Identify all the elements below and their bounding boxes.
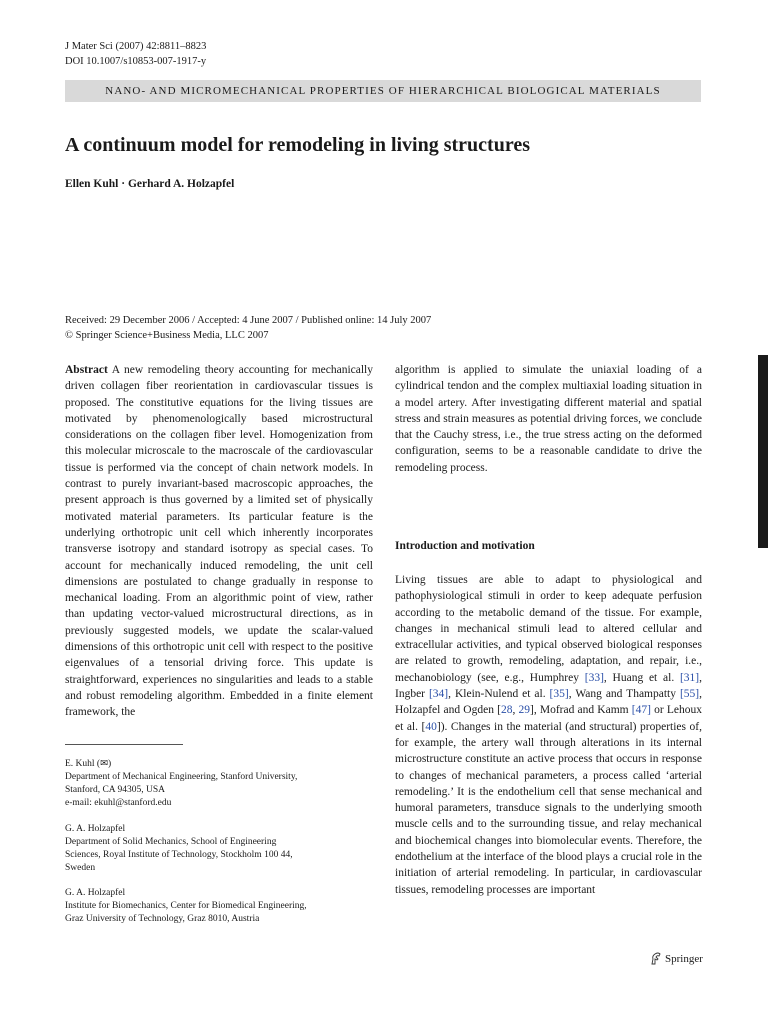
citation-link[interactable]: [47] bbox=[631, 704, 651, 717]
intro-text: , bbox=[512, 704, 519, 717]
received-line: Received: 29 December 2006 / Accepted: 4 June 2007 / Published online: 14 July 2007 bbox=[65, 315, 432, 326]
section-heading-intro: Introduction and motivation bbox=[395, 540, 535, 552]
affiliation-line: Sweden bbox=[65, 863, 96, 873]
copyright-line: © Springer Science+Business Media, LLC 2007 bbox=[65, 329, 269, 341]
intro-text: Living tissues are able to adapt to physiological and pathophysiological stimuli in order to keep adequate perfusion according to the metabolic demand of the tissue. For example, changes in mechanical stimuli lead to altered cellular and extracellular activities, and typical observed biological responses are related to growth, remodeling, adaptation, and repair, i.e., mechanobiology (see, e.g., Humphrey bbox=[395, 574, 702, 684]
citation-link[interactable]: [34] bbox=[428, 688, 449, 701]
intro-text: , Wang and Thampatty bbox=[568, 688, 680, 701]
affiliation-name: E. Kuhl (✉) bbox=[65, 759, 112, 769]
abstract-right bbox=[395, 362, 702, 476]
affiliation-line: Department of Mechanical Engineering, Stanford University, bbox=[65, 772, 298, 782]
intro-text: , Holzapfel and Ogden [ bbox=[395, 688, 702, 717]
intro-text: , Klein-Nulend et al. bbox=[448, 688, 550, 701]
publisher-name: Springer bbox=[665, 952, 703, 965]
citation-link[interactable]: [33] bbox=[584, 671, 604, 684]
journal-citation: J Mater Sci (2007) 42:8811–8823 bbox=[65, 41, 207, 52]
doi: DOI 10.1007/s10853-007-1917-y bbox=[65, 56, 207, 67]
abstract-text-left: A new remodeling theory accounting for mechanically driven collagen fiber reorientation in cardiovascular tissues is proposed. The constitutive equations for the living tissues are motivated by phenomenologically based microstructural considerations on the collagen fiber level. Homogenization from this molecular microscale to the macroscale of the cardiovascular tissue is performed via the concept of chain network models. In contrast to purely invariant-based macroscopic approaches, the present approach is thus governed by a limited set of physically motivated material parameters. Its particular feature is the underlying orthotropic unit cell which inherently incorporates transverse isotropy and standard isotropy as special cases. To account for mechanically induced remodeling, the unit cell dimensions are postulated to change gradually in response to mechanical loading. From an algorithmic point of view, rather than updating vector-valued microstructural directions, as in previously suggested models, we update the scalar-valued dimensions of this orthotropic unit cell with respect to the positive eigenvalues of a tensorial driving force. This update is straightforward, experiences no singularities and leads to a stable and robust remodeling algorithm. Embedded in a finite element framework, the bbox=[65, 364, 373, 719]
abstract-label: Abstract bbox=[65, 364, 108, 376]
citation-link[interactable]: 29 bbox=[518, 704, 530, 717]
affiliation-line: Institute for Biomechanics, Center for Biomedical Engineering, bbox=[65, 901, 307, 911]
section-banner: NANO- AND MICROMECHANICAL PROPERTIES OF HIERARCHICAL BIOLOGICAL MATERIALS bbox=[65, 80, 701, 102]
affiliation-line: Department of Solid Mechanics, School of Engineering bbox=[65, 837, 277, 847]
affiliation-holzapfel-graz bbox=[65, 887, 365, 926]
affiliation-name: G. A. Holzapfel bbox=[65, 888, 126, 898]
publisher-footer bbox=[650, 952, 703, 965]
citation-link[interactable]: [31] bbox=[679, 671, 700, 684]
citation-link[interactable]: [55] bbox=[679, 688, 700, 701]
intro-text: ], Mofrad and Kamm bbox=[529, 704, 632, 717]
footnote-rule bbox=[65, 744, 183, 745]
affiliation-line: Stanford, CA 94305, USA bbox=[65, 785, 166, 795]
citation-link[interactable]: [35] bbox=[549, 688, 569, 701]
intro-text: or Lehoux et al. [ bbox=[395, 704, 702, 733]
abstract-left bbox=[65, 362, 373, 721]
intro-text: , Huang et al. bbox=[603, 671, 680, 684]
email-link[interactable]: e-mail: ekuhl@stanford.edu bbox=[65, 798, 172, 808]
citation-link[interactable]: 28 bbox=[500, 704, 513, 717]
authors: Ellen Kuhl · Gerhard A. Holzapfel bbox=[65, 178, 235, 190]
page-edge-marker bbox=[758, 355, 768, 548]
paper-title: A continuum model for remodeling in living structures bbox=[65, 134, 531, 156]
affiliation-line: Graz University of Technology, Graz 8010, Austria bbox=[65, 914, 260, 924]
intro-text: ]). Changes in the material (and structural) properties of, for example, the artery wall through alterations in its internal microstructure constitute an active process that occurs in response to changes of mechanical parameters, a process called ‘arterial remodeling.’ It is the endothelium cell that sense mechanical and humoral parameters, transduce signals to the underlying smooth muscle cells and to the surrounding tissue, and relay mechanical and biochemical changes into biomolecular events. Therefore, the endothelium at the interface of the blood plays a crucial role in the initiation of arterial remodeling. In particular, in cardiovascular tissues, remodeling processes are important bbox=[395, 720, 702, 896]
abstract-text-right: algorithm is applied to simulate the uniaxial loading of a cylindrical tendon and the complex multiaxial loading situation in a model artery. After investigating different material and spatial stress and strain measures as potential driving forces, we conclude that the Cauchy stress, i.e., the true stress acting on the deformed configuration, seems to be a reasonable candidate to drive the remodeling process. bbox=[395, 364, 702, 474]
affiliation-name: G. A. Holzapfel bbox=[65, 824, 126, 834]
affiliation-kuhl bbox=[65, 758, 365, 810]
publication-dates bbox=[65, 314, 431, 343]
intro-paragraph bbox=[395, 572, 702, 898]
affiliation-holzapfel-kth bbox=[65, 823, 365, 875]
springer-horse-icon bbox=[650, 952, 662, 965]
citation-link[interactable]: 40 bbox=[425, 720, 437, 733]
intro-text: , Ingber bbox=[395, 671, 702, 701]
affiliation-line: Sciences, Royal Institute of Technology, Stockholm 100 44, bbox=[65, 850, 293, 860]
